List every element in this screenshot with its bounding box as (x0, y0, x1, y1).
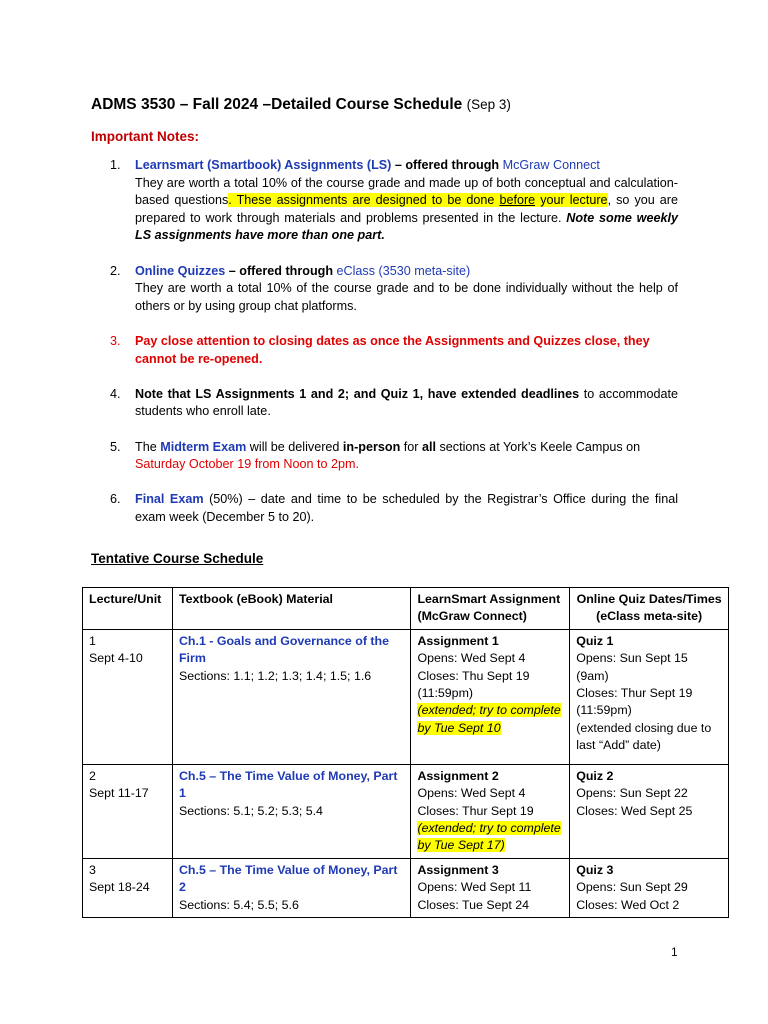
quiz-note: (extended closing due to last “Add” date) (576, 720, 712, 753)
header-ls-line2: (McGraw Connect) (417, 609, 527, 624)
material-cell (172, 629, 410, 764)
note-4-bold: Note that LS Assignments 1 and 2; and Quiz 1, have extended deadlines (135, 386, 580, 401)
table-row (83, 764, 729, 858)
assignment-open: Opens: Wed Sept 4 (417, 786, 526, 801)
header-unit: Lecture/Unit (83, 588, 173, 630)
note-2-lead-connector: – offered through (225, 263, 337, 278)
title-text: ADMS 3530 – Fall 2024 –Detailed Course Schedule (91, 96, 463, 113)
chapter-title: Ch.1 - Goals and Governance of the Firm (178, 633, 389, 666)
page-number: 1 (671, 945, 678, 959)
note-3-text: Pay close attention to closing dates as once the Assignments and Quizzes close, they cannot be re-opened. (135, 333, 650, 366)
eclass-link[interactable]: eClass (3530 meta-site) (336, 263, 471, 278)
all-label: all (421, 439, 436, 454)
unit-number: 2 (89, 768, 96, 783)
header-material: Textbook (eBook) Material (172, 588, 410, 630)
unit-dates: Sept 11-17 (89, 786, 149, 801)
header-quiz (570, 588, 729, 630)
header-quiz-line1: Online Quiz Dates/Times (576, 592, 722, 606)
quiz-cell (570, 764, 729, 858)
note-1-highlight-before: before (499, 193, 536, 208)
note-1-emphasis: Note some weekly LS assignments have more than one part. (135, 210, 678, 243)
schedule-table (82, 587, 729, 918)
unit-number: 3 (89, 862, 96, 877)
note-1-lead: Learnsmart (Smartbook) Assignments (LS) (135, 158, 392, 172)
assignment-title: Assignment 1 (417, 633, 499, 648)
note-number: 2. (110, 263, 121, 278)
unit-cell (83, 629, 173, 764)
quiz-open: Opens: Sun Sept 29 (576, 880, 688, 895)
note-5-part: will be delivered (246, 439, 343, 454)
assignment-close: Closes: Thur Sept 19 (417, 803, 534, 818)
note-5 (110, 439, 678, 474)
unit-cell (83, 858, 173, 917)
note-1-body-a: They are worth a total 10% of the course grade and made up of both conceptual and calculation-based questions (135, 175, 678, 208)
note-1-lead-connector: – offered through (391, 158, 503, 172)
note-number: 3. (110, 333, 121, 348)
note-1-body (135, 175, 678, 245)
header-quiz-line2: (eClass meta-site) (596, 609, 703, 624)
final-exam-label: Final Exam (135, 492, 204, 507)
unit-cell (83, 764, 173, 858)
assignment-cell (411, 764, 570, 858)
assignment-note: (extended; try to complete by Tue Sept 17) (417, 821, 561, 853)
assignment-open: Opens: Wed Sept 4 (417, 651, 526, 666)
note-4-rest: to accommodate students who enroll late. (135, 386, 678, 419)
quiz-cell (570, 858, 729, 917)
header-learnsmart (411, 588, 570, 630)
title-date: (Sep 3) (466, 97, 511, 112)
note-1 (110, 157, 678, 245)
note-2 (110, 263, 678, 316)
chapter-sections: Sections: 5.4; 5.5; 5.6 (178, 897, 299, 912)
notes-heading: Important Notes: (91, 129, 199, 144)
assignment-open: Opens: Wed Sept 11 (417, 880, 532, 895)
unit-dates: Sept 18-24 (89, 880, 150, 895)
assignment-title: Assignment 2 (417, 768, 499, 783)
table-row (83, 858, 729, 917)
material-cell (172, 858, 410, 917)
quiz-open: Opens: Sun Sept 22 (576, 786, 688, 801)
quiz-cell (570, 629, 729, 764)
note-2-body: They are worth a total 10% of the course grade and to be done individually without the help of others or by using group chat platforms. (135, 281, 678, 313)
unit-number: 1 (89, 633, 96, 648)
assignment-note: (extended; try to complete by Tue Sept 10 (417, 703, 561, 735)
chapter-title: Ch.5 – The Time Value of Money, Part 2 (178, 862, 398, 895)
midterm-date: Saturday October 19 from Noon to 2pm. (135, 457, 360, 472)
chapter-sections: Sections: 5.1; 5.2; 5.3; 5.4 (178, 803, 323, 818)
note-number: 4. (110, 386, 121, 401)
quiz-open: Opens: Sun Sept 15 (9am) (576, 651, 688, 683)
quiz-title: Quiz 3 (576, 862, 614, 877)
note-number: 1. (110, 158, 121, 172)
assignment-close: Closes: Thu Sept 19 (11:59pm) (417, 668, 530, 701)
note-number: 5. (110, 439, 121, 454)
note-6 (110, 491, 678, 526)
quiz-title: Quiz 1 (576, 633, 614, 648)
assignment-cell (411, 629, 570, 764)
quiz-close: Closes: Wed Oct 2 (576, 897, 680, 912)
table-header-row (83, 588, 729, 630)
note-2-lead: Online Quizzes (135, 263, 226, 278)
notes-list (110, 157, 678, 544)
note-5-part: sections at York’s Keele Campus on (436, 439, 641, 454)
in-person-label: in-person (342, 439, 401, 454)
note-number: 6. (110, 492, 121, 507)
assignment-title: Assignment 3 (417, 862, 499, 877)
note-1-highlight-a: . These assignments are designed to be done (228, 193, 500, 208)
note-6-rest: (50%) – date and time to be scheduled by the Registrar’s Office during the final exam week (December 5 to 20). (135, 492, 678, 524)
unit-dates: Sept 4-10 (89, 651, 143, 666)
note-1-body-b: , so you are prepared to work through materials and problems presented in the lecture. (135, 193, 679, 225)
material-cell (172, 764, 410, 858)
note-3 (110, 333, 678, 368)
page-title (91, 96, 511, 114)
note-5-part: for (400, 439, 422, 454)
midterm-exam-label: Midterm Exam (160, 439, 247, 454)
assignment-close: Closes: Tue Sept 24 (417, 897, 530, 912)
table-row (83, 629, 729, 764)
quiz-close: Closes: Thur Sept 19 (11:59pm) (576, 686, 693, 718)
chapter-sections: Sections: 1.1; 1.2; 1.3; 1.4; 1.5; 1.6 (178, 668, 372, 683)
assignment-cell (411, 858, 570, 917)
quiz-close: Closes: Wed Sept 25 (576, 803, 693, 818)
chapter-title: Ch.5 – The Time Value of Money, Part 1 (178, 768, 398, 801)
quiz-title: Quiz 2 (576, 768, 614, 783)
note-1-highlight-b: your lecture (535, 193, 608, 208)
note-4 (110, 386, 678, 421)
schedule-title: Tentative Course Schedule (91, 551, 264, 566)
header-ls-line1: LearnSmart Assignment (417, 592, 561, 606)
note-5-part: The (135, 439, 161, 454)
mcgraw-connect-link[interactable]: McGraw Connect (502, 158, 600, 172)
